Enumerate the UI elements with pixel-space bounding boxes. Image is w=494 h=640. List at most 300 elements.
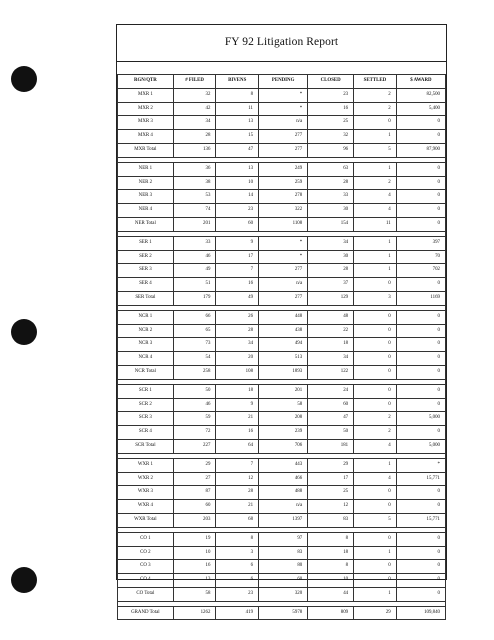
table-cell: 28 bbox=[216, 486, 259, 500]
table-cell: 4 bbox=[354, 439, 397, 453]
row-label: SER Total bbox=[118, 291, 174, 305]
table-cell: 15,771 bbox=[396, 472, 445, 486]
table-cell: 58 bbox=[259, 398, 308, 412]
punch-hole-top bbox=[11, 66, 37, 92]
table-row bbox=[118, 130, 446, 144]
table-cell: 28 bbox=[308, 264, 354, 278]
table-cell: 5,000 bbox=[396, 439, 445, 453]
table-cell: 203 bbox=[173, 513, 216, 527]
table-cell: 0 bbox=[354, 500, 397, 514]
table-cell: 277 bbox=[259, 143, 308, 157]
table-cell: 58 bbox=[173, 587, 216, 601]
table-cell: 2 bbox=[354, 176, 397, 190]
table-cell: 34 bbox=[308, 236, 354, 250]
table-cell: 32 bbox=[173, 88, 216, 102]
row-label: SCR 4 bbox=[118, 426, 174, 440]
table-cell: 1 bbox=[354, 130, 397, 144]
table-cell: 1 bbox=[354, 458, 397, 472]
row-label: NER 3 bbox=[118, 190, 174, 204]
table-row bbox=[118, 310, 446, 324]
table-cell: 201 bbox=[173, 217, 216, 231]
table-cell: 66 bbox=[173, 310, 216, 324]
row-label: CO Total bbox=[118, 587, 174, 601]
table-cell: 0 bbox=[396, 324, 445, 338]
table-cell: 18 bbox=[308, 546, 354, 560]
table-cell: 6 bbox=[216, 574, 259, 588]
table-cell: 13 bbox=[216, 162, 259, 176]
table-row bbox=[118, 546, 446, 560]
table-cell: 1 bbox=[354, 546, 397, 560]
table-cell: 73 bbox=[173, 338, 216, 352]
row-label: SER 2 bbox=[118, 250, 174, 264]
table-cell: 29 bbox=[354, 606, 397, 620]
table-cell: 1 bbox=[354, 250, 397, 264]
table-cell: 42 bbox=[173, 102, 216, 116]
table-cell: * bbox=[259, 250, 308, 264]
table-cell: 419 bbox=[216, 606, 259, 620]
table-cell: 7 bbox=[216, 264, 259, 278]
table-cell: 5 bbox=[354, 143, 397, 157]
table-row bbox=[118, 278, 446, 292]
table-cell: 1108 bbox=[259, 217, 308, 231]
table-cell: 277 bbox=[259, 264, 308, 278]
table-cell: 4 bbox=[354, 472, 397, 486]
table-cell: 87 bbox=[173, 486, 216, 500]
table-cell: 129 bbox=[308, 291, 354, 305]
table-cell: 37 bbox=[308, 278, 354, 292]
table-total-row bbox=[118, 513, 446, 527]
table-cell: 7 bbox=[216, 458, 259, 472]
table-cell: 49 bbox=[173, 264, 216, 278]
table-cell: 14 bbox=[216, 190, 259, 204]
table-cell: 87,900 bbox=[396, 143, 445, 157]
table-cell: 0 bbox=[396, 365, 445, 379]
table-cell: 9 bbox=[216, 398, 259, 412]
table-cell: 1 bbox=[354, 236, 397, 250]
table-cell: 16 bbox=[173, 560, 216, 574]
table-cell: 0 bbox=[396, 574, 445, 588]
table-cell: 0 bbox=[396, 560, 445, 574]
table-row bbox=[118, 398, 446, 412]
table-cell: 5,000 bbox=[396, 412, 445, 426]
report-title: FY 92 Litigation Report bbox=[224, 36, 339, 48]
table-cell: 0 bbox=[396, 217, 445, 231]
table-cell: 33 bbox=[308, 190, 354, 204]
table-row bbox=[118, 574, 446, 588]
table-cell: 0 bbox=[396, 338, 445, 352]
table-cell: 29 bbox=[173, 458, 216, 472]
table-cell: 25 bbox=[308, 116, 354, 130]
table-cell: 0 bbox=[396, 310, 445, 324]
table-cell: 30 bbox=[308, 250, 354, 264]
table-cell: 18 bbox=[308, 338, 354, 352]
table-cell: 10 bbox=[308, 574, 354, 588]
grand-total-row bbox=[118, 606, 446, 620]
table-cell: 0 bbox=[354, 338, 397, 352]
table-cell: 0 bbox=[354, 532, 397, 546]
table-cell: 27 bbox=[173, 472, 216, 486]
table-cell: 49 bbox=[216, 291, 259, 305]
table-cell: 278 bbox=[259, 190, 308, 204]
row-label: NER 1 bbox=[118, 162, 174, 176]
table-cell: 47 bbox=[216, 143, 259, 157]
table-cell: 50 bbox=[173, 384, 216, 398]
table-cell: 1169 bbox=[396, 291, 445, 305]
table-row bbox=[118, 324, 446, 338]
table-cell: 53 bbox=[173, 190, 216, 204]
table-cell: 0 bbox=[396, 176, 445, 190]
table-cell: 3 bbox=[216, 546, 259, 560]
table-cell: 0 bbox=[396, 532, 445, 546]
table-cell: 28 bbox=[216, 324, 259, 338]
table-cell: 201 bbox=[259, 384, 308, 398]
table-cell: 0 bbox=[396, 398, 445, 412]
table-cell: 397 bbox=[396, 236, 445, 250]
table-cell: 13 bbox=[216, 116, 259, 130]
table-cell: 24 bbox=[308, 384, 354, 398]
table-cell: n/a bbox=[259, 500, 308, 514]
table-total-row bbox=[118, 587, 446, 601]
table-cell: 3 bbox=[354, 291, 397, 305]
row-label: CO 1 bbox=[118, 532, 174, 546]
table-cell: 82,500 bbox=[396, 88, 445, 102]
table-cell: 208 bbox=[259, 412, 308, 426]
column-header: $ AWARD bbox=[396, 75, 445, 89]
table-cell: 0 bbox=[396, 204, 445, 218]
table-row bbox=[118, 412, 446, 426]
column-header: RGN/QTR bbox=[118, 75, 174, 89]
table-cell: 48 bbox=[308, 310, 354, 324]
table-cell: 9 bbox=[216, 236, 259, 250]
table-cell: 108 bbox=[216, 365, 259, 379]
table-cell: 11 bbox=[216, 102, 259, 116]
table-row bbox=[118, 472, 446, 486]
punch-hole-middle bbox=[11, 319, 37, 345]
table-cell: 29 bbox=[308, 458, 354, 472]
table-cell: 0 bbox=[396, 278, 445, 292]
table-row bbox=[118, 250, 446, 264]
column-header: BIVENS bbox=[216, 75, 259, 89]
table-row bbox=[118, 162, 446, 176]
table-cell: 17 bbox=[216, 250, 259, 264]
table-cell: 32 bbox=[308, 130, 354, 144]
table-cell: 21 bbox=[216, 412, 259, 426]
row-label: SER 4 bbox=[118, 278, 174, 292]
table-cell: 18 bbox=[216, 384, 259, 398]
table-cell: 1397 bbox=[259, 513, 308, 527]
table-cell: 59 bbox=[173, 412, 216, 426]
table-cell: 1 bbox=[354, 264, 397, 278]
table-cell: 23 bbox=[216, 587, 259, 601]
table-cell: 259 bbox=[259, 176, 308, 190]
table-cell: 34 bbox=[173, 116, 216, 130]
table-cell: 0 bbox=[396, 352, 445, 366]
table-cell: * bbox=[259, 236, 308, 250]
row-label: SER 3 bbox=[118, 264, 174, 278]
table-cell: 0 bbox=[396, 500, 445, 514]
row-label: NCR 3 bbox=[118, 338, 174, 352]
table-cell: 68 bbox=[216, 513, 259, 527]
table-cell: * bbox=[396, 458, 445, 472]
table-cell: 74 bbox=[173, 204, 216, 218]
table-cell: 17 bbox=[308, 472, 354, 486]
row-label: NER 2 bbox=[118, 176, 174, 190]
table-cell: 46 bbox=[173, 250, 216, 264]
row-label: NCR 1 bbox=[118, 310, 174, 324]
table-cell: 38 bbox=[173, 176, 216, 190]
table-row bbox=[118, 500, 446, 514]
table-cell: 96 bbox=[308, 143, 354, 157]
table-cell: 443 bbox=[259, 458, 308, 472]
table-cell: 122 bbox=[308, 365, 354, 379]
row-label: GRAND Total bbox=[118, 606, 174, 620]
table-total-row bbox=[118, 291, 446, 305]
table-cell: 23 bbox=[308, 88, 354, 102]
table-cell: 10 bbox=[173, 546, 216, 560]
table-row bbox=[118, 176, 446, 190]
table-cell: 6 bbox=[216, 560, 259, 574]
row-label: WXR Total bbox=[118, 513, 174, 527]
table-row bbox=[118, 560, 446, 574]
table-cell: 513 bbox=[259, 352, 308, 366]
table-cell: 64 bbox=[216, 439, 259, 453]
table-cell: 72 bbox=[173, 426, 216, 440]
table-cell: 239 bbox=[259, 426, 308, 440]
table-cell: 11 bbox=[354, 217, 397, 231]
table-cell: 15 bbox=[216, 130, 259, 144]
table-cell: 16 bbox=[216, 426, 259, 440]
table-cell: 4 bbox=[354, 190, 397, 204]
table-cell: 51 bbox=[173, 278, 216, 292]
row-label: MXR 2 bbox=[118, 102, 174, 116]
row-label: NER 4 bbox=[118, 204, 174, 218]
column-header: PENDING bbox=[259, 75, 308, 89]
row-label: MXR Total bbox=[118, 143, 174, 157]
table-cell: 706 bbox=[259, 439, 308, 453]
row-label: CO 4 bbox=[118, 574, 174, 588]
table-cell: n/a bbox=[259, 116, 308, 130]
table-cell: 136 bbox=[173, 143, 216, 157]
table-cell: 21 bbox=[216, 500, 259, 514]
row-label: NCR Total bbox=[118, 365, 174, 379]
row-label: CO 2 bbox=[118, 546, 174, 560]
row-label: MXR 1 bbox=[118, 88, 174, 102]
table-row bbox=[118, 458, 446, 472]
table-cell: 227 bbox=[173, 439, 216, 453]
table-cell: 258 bbox=[173, 365, 216, 379]
column-header: CLOSED bbox=[308, 75, 354, 89]
table-cell: 249 bbox=[259, 162, 308, 176]
row-label: WXR 4 bbox=[118, 500, 174, 514]
table-cell: 0 bbox=[396, 486, 445, 500]
row-label: NER Total bbox=[118, 217, 174, 231]
row-label: SCR Total bbox=[118, 439, 174, 453]
table-cell: 60 bbox=[216, 217, 259, 231]
table-cell: 181 bbox=[308, 439, 354, 453]
table-total-row bbox=[118, 365, 446, 379]
table-cell: 0 bbox=[354, 574, 397, 588]
table-cell: 19 bbox=[173, 532, 216, 546]
table-row bbox=[118, 116, 446, 130]
table-cell: 1 bbox=[354, 162, 397, 176]
table-cell: 2 bbox=[354, 412, 397, 426]
table-total-row bbox=[118, 143, 446, 157]
table-row bbox=[118, 426, 446, 440]
table-row bbox=[118, 190, 446, 204]
table-cell: 8 bbox=[308, 532, 354, 546]
table-cell: 809 bbox=[308, 606, 354, 620]
table-cell: 179 bbox=[173, 291, 216, 305]
table-cell: 97 bbox=[259, 532, 308, 546]
table-cell: 22 bbox=[308, 324, 354, 338]
report-title-box bbox=[117, 25, 446, 62]
row-label: NCR 4 bbox=[118, 352, 174, 366]
row-label: SCR 1 bbox=[118, 384, 174, 398]
table-row bbox=[118, 486, 446, 500]
table-cell: 70 bbox=[396, 250, 445, 264]
table-cell: 47 bbox=[308, 412, 354, 426]
column-header: # FILED bbox=[173, 75, 216, 89]
table-cell: 322 bbox=[259, 204, 308, 218]
table-cell: 277 bbox=[259, 291, 308, 305]
table-cell: 0 bbox=[396, 587, 445, 601]
table-cell: 277 bbox=[259, 130, 308, 144]
table-cell: 488 bbox=[259, 486, 308, 500]
table-cell: 50 bbox=[308, 426, 354, 440]
table-cell: 1893 bbox=[259, 365, 308, 379]
table-cell: 63 bbox=[308, 162, 354, 176]
table-cell: 16 bbox=[216, 278, 259, 292]
table-cell: * bbox=[259, 88, 308, 102]
table-cell: 1262 bbox=[173, 606, 216, 620]
litigation-table bbox=[117, 74, 446, 620]
table-cell: 1 bbox=[354, 587, 397, 601]
table-cell: 0 bbox=[354, 560, 397, 574]
table-cell: 0 bbox=[396, 162, 445, 176]
table-cell: 154 bbox=[308, 217, 354, 231]
table-cell: 28 bbox=[308, 176, 354, 190]
table-cell: 12 bbox=[308, 500, 354, 514]
table-cell: 109,840 bbox=[396, 606, 445, 620]
row-label: SER 1 bbox=[118, 236, 174, 250]
column-header: SETTLED bbox=[354, 75, 397, 89]
table-row bbox=[118, 264, 446, 278]
table-cell: 16 bbox=[308, 102, 354, 116]
table-cell: 60 bbox=[308, 398, 354, 412]
table-cell: 10 bbox=[216, 176, 259, 190]
table-cell: 20 bbox=[216, 352, 259, 366]
table-cell: 2 bbox=[354, 426, 397, 440]
table-cell: 15,771 bbox=[396, 513, 445, 527]
table-cell: 36 bbox=[173, 162, 216, 176]
table-cell: 0 bbox=[354, 116, 397, 130]
table-total-row bbox=[118, 439, 446, 453]
table-cell: 0 bbox=[396, 130, 445, 144]
table-cell: 4 bbox=[354, 204, 397, 218]
table-cell: 0 bbox=[396, 116, 445, 130]
table-cell: 26 bbox=[216, 310, 259, 324]
table-cell: 23 bbox=[216, 204, 259, 218]
punch-hole-bottom bbox=[11, 567, 37, 593]
row-label: MXR 3 bbox=[118, 116, 174, 130]
table-cell: 13 bbox=[173, 574, 216, 588]
table-cell: 466 bbox=[259, 472, 308, 486]
table-cell: 0 bbox=[354, 310, 397, 324]
table-body bbox=[118, 88, 446, 620]
table-cell: 5978 bbox=[259, 606, 308, 620]
table-cell: 320 bbox=[259, 587, 308, 601]
table-cell: 34 bbox=[216, 338, 259, 352]
row-label: WXR 3 bbox=[118, 486, 174, 500]
row-label: NCR 2 bbox=[118, 324, 174, 338]
table-cell: 60 bbox=[173, 500, 216, 514]
table-cell: 0 bbox=[354, 398, 397, 412]
row-label: CO 3 bbox=[118, 560, 174, 574]
table-cell: 0 bbox=[354, 486, 397, 500]
table-total-row bbox=[118, 217, 446, 231]
table-row bbox=[118, 236, 446, 250]
table-cell: 25 bbox=[308, 486, 354, 500]
table-cell: 8 bbox=[216, 532, 259, 546]
table-cell: 438 bbox=[259, 324, 308, 338]
table-header-row bbox=[118, 75, 446, 89]
litigation-report bbox=[116, 24, 447, 615]
table-cell: 0 bbox=[354, 324, 397, 338]
table-cell: 0 bbox=[396, 426, 445, 440]
row-label: WXR 2 bbox=[118, 472, 174, 486]
row-label: SCR 3 bbox=[118, 412, 174, 426]
table-cell: 34 bbox=[308, 352, 354, 366]
table-cell: 28 bbox=[173, 130, 216, 144]
table-cell: 80 bbox=[259, 560, 308, 574]
table-cell: 46 bbox=[173, 398, 216, 412]
table-cell: 0 bbox=[354, 384, 397, 398]
table-cell: 0 bbox=[354, 352, 397, 366]
table-cell: 2 bbox=[354, 88, 397, 102]
table-cell: 44 bbox=[308, 587, 354, 601]
table-cell: 65 bbox=[173, 324, 216, 338]
table-cell: 0 bbox=[396, 384, 445, 398]
table-cell: 702 bbox=[396, 264, 445, 278]
table-cell: 5 bbox=[354, 513, 397, 527]
table-cell: 494 bbox=[259, 338, 308, 352]
table-cell: * bbox=[259, 102, 308, 116]
table-cell: 60 bbox=[259, 574, 308, 588]
table-cell: 2 bbox=[354, 102, 397, 116]
table-row bbox=[118, 204, 446, 218]
table-cell: 0 bbox=[354, 278, 397, 292]
table-cell: 448 bbox=[259, 310, 308, 324]
table-row bbox=[118, 338, 446, 352]
table-cell: 0 bbox=[354, 365, 397, 379]
table-row bbox=[118, 102, 446, 116]
table-row bbox=[118, 88, 446, 102]
table-cell: 8 bbox=[308, 560, 354, 574]
table-cell: 0 bbox=[396, 190, 445, 204]
table-cell: 12 bbox=[216, 472, 259, 486]
table-cell: 33 bbox=[173, 236, 216, 250]
table-row bbox=[118, 532, 446, 546]
row-label: MXR 4 bbox=[118, 130, 174, 144]
table-cell: 54 bbox=[173, 352, 216, 366]
table-cell: 83 bbox=[308, 513, 354, 527]
table-cell: 5,400 bbox=[396, 102, 445, 116]
table-cell: 30 bbox=[308, 204, 354, 218]
row-label: WXR 1 bbox=[118, 458, 174, 472]
table-cell: 0 bbox=[396, 546, 445, 560]
table-cell: 83 bbox=[259, 546, 308, 560]
table-cell: 8 bbox=[216, 88, 259, 102]
